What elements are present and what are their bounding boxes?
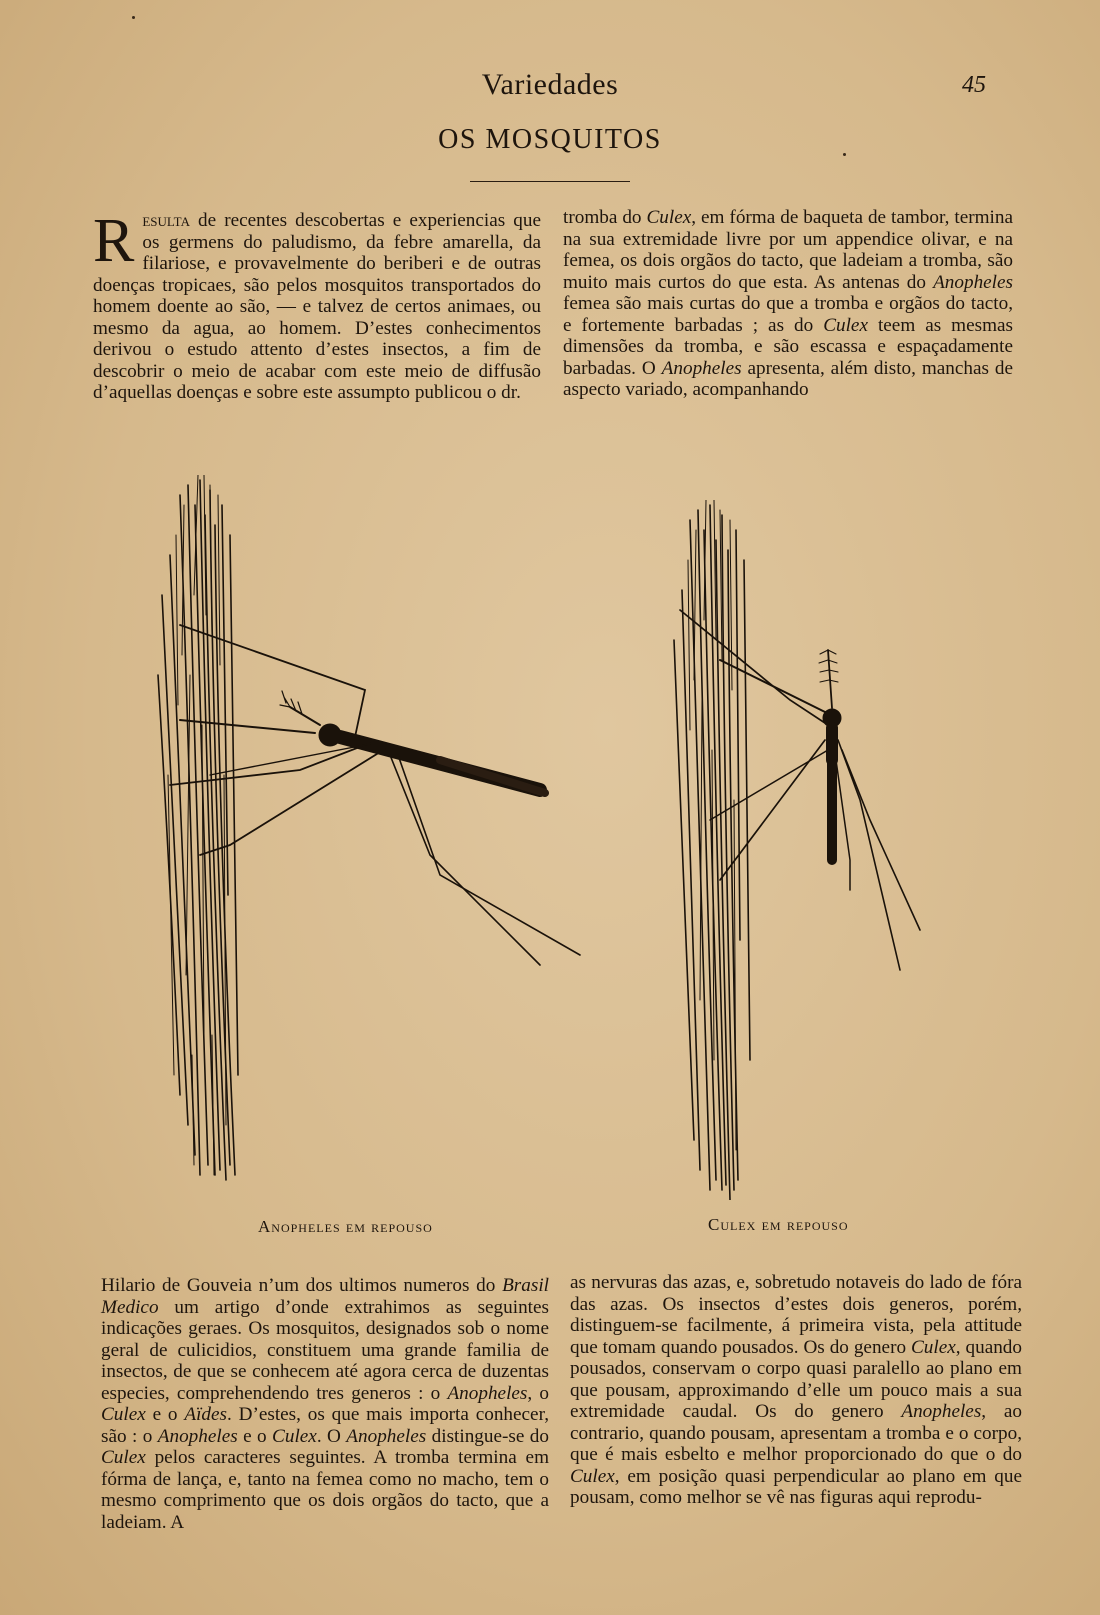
anopheles-drawing (140, 475, 600, 1195)
genus-name: Anopheles (933, 271, 1013, 293)
paragraph (570, 1272, 1022, 1509)
column-right-top (563, 207, 1013, 401)
text-run: apresenta, além disto, manchas de aspecto variado, acompanhando (563, 357, 1013, 400)
column-left-bottom (101, 1275, 549, 1533)
text-run: teem as mesmas dimensões da tromba, e são escassa e espaçadamente barbadas. O (563, 314, 1013, 379)
ink-speck (843, 153, 846, 156)
text-run: , quando pousados, conservam o corpo quasi paralello ao plano em que pousam, approximando d’elle um pouco mais a sua extremidade caudal. Os do genero (570, 1336, 1022, 1422)
genus-name: Anopheles (447, 1382, 528, 1404)
genus-name: Culex (570, 1465, 615, 1487)
culex-caption: Culex em repouso (708, 1215, 849, 1234)
page-number: 45 (962, 72, 986, 98)
section-title: Variedades (481, 68, 619, 101)
title-divider (470, 181, 630, 182)
paragraph-text: de recentes descobertas e experiencias que os germens do paludismo, da febre amarella, da filariose, e provavelmente do beriberi e de outras doenças tropicaes, são pelos mosquitos transportados do homem doente ao são, — e talvez de certos animaes, ou mesmo da agua, ao homem. D’estes conhecimentos derivou o estudo attento d’estes insectos, a fim de descobrir o meio de acabar com este meio de diffusão d’aquellas doenças e sobre este assumpto publicou o dr. (93, 210, 541, 403)
genus-name: Culex (646, 207, 692, 228)
text-run: , ao contrario, quando pousam, apresentam a tromba e o corpo, que é mais esbelto e melhor proporcionado do que o do (570, 1401, 1022, 1465)
drop-cap: R (93, 207, 135, 275)
genus-name: Anopheles (346, 1425, 427, 1447)
culex-drawing (660, 500, 980, 1200)
text-run: um artigo d’onde extrahimos as seguintes indicações geraes. Os mosquitos, designados sob o nome geral de culicidios, constituem uma grande familia de insectos, de que se conhecem até agora cerca de duzentas especies, comprehendendo tres generos : o (101, 1296, 549, 1404)
text-run: . O (316, 1425, 347, 1447)
genus-name: Anopheles (901, 1401, 982, 1422)
anopheles-illustration (140, 475, 600, 1195)
paragraph (101, 1275, 549, 1533)
genus-name: Culex (911, 1336, 956, 1358)
genus-name: Culex (101, 1447, 146, 1468)
text-run: distingue-se do (426, 1425, 549, 1447)
text-run: e o (237, 1425, 273, 1447)
column-left-top (93, 207, 541, 404)
genus-name: Aïdes (184, 1404, 227, 1425)
first-word: esulta (142, 210, 190, 231)
text-run: as nervuras das azas, e, sobretudo notaveis do lado de fóra das azas. Os insectos d’estes dois generos, porém, distinguem-se facilmente, á primeira vista, pela attitude que tomam quando pousados. Os do genero (570, 1272, 1022, 1358)
column-right-bottom (570, 1272, 1022, 1509)
text-run: Hilario de Gouveia n’um dos ultimos numeros do (101, 1275, 503, 1296)
genus-name: Culex (101, 1404, 146, 1425)
genus-name: Culex (823, 314, 868, 336)
journal-name: Brasil Medico (101, 1275, 549, 1318)
text-run: , em fórma de baqueta de tambor, termina na sua extremidade livre por um appendice olivar, e na femea, os dois orgãos do tacto, que ladeiam a tromba, são muito mais curtos do que esta. As antenas do (563, 207, 1013, 293)
genus-name: Anopheles (157, 1425, 238, 1447)
text-run: tromba do (563, 207, 647, 228)
anopheles-caption: Anopheles em repouso (258, 1217, 433, 1236)
genus-name: Culex (272, 1425, 317, 1447)
text-run: , o (527, 1382, 549, 1404)
text-run: pelos caracteres seguintes. A tromba termina em fórma de lança, e, tanto na femea como no macho, tem o mesmo comprimento que os dois orgãos do tacto, que a ladeiam. A (101, 1447, 549, 1533)
text-run: femea são mais curtas do que a tromba e orgãos do tacto, e fortemente barbadas ; as do (563, 293, 1013, 336)
article-title: OS MOSQUITOS (438, 124, 662, 155)
text-run: , em posição quasi perpendicular ao plano em que pousam, como melhor se vê nas figuras aqui reprodu- (570, 1465, 1022, 1508)
paragraph (93, 207, 541, 404)
text-run: . D’estes, os que mais importa conhecer, são : o (101, 1404, 549, 1447)
paragraph (563, 207, 1013, 401)
culex-illustration (660, 500, 980, 1200)
text-run: e o (145, 1404, 185, 1425)
genus-name: Anopheles (661, 357, 742, 379)
ink-speck (132, 16, 135, 19)
